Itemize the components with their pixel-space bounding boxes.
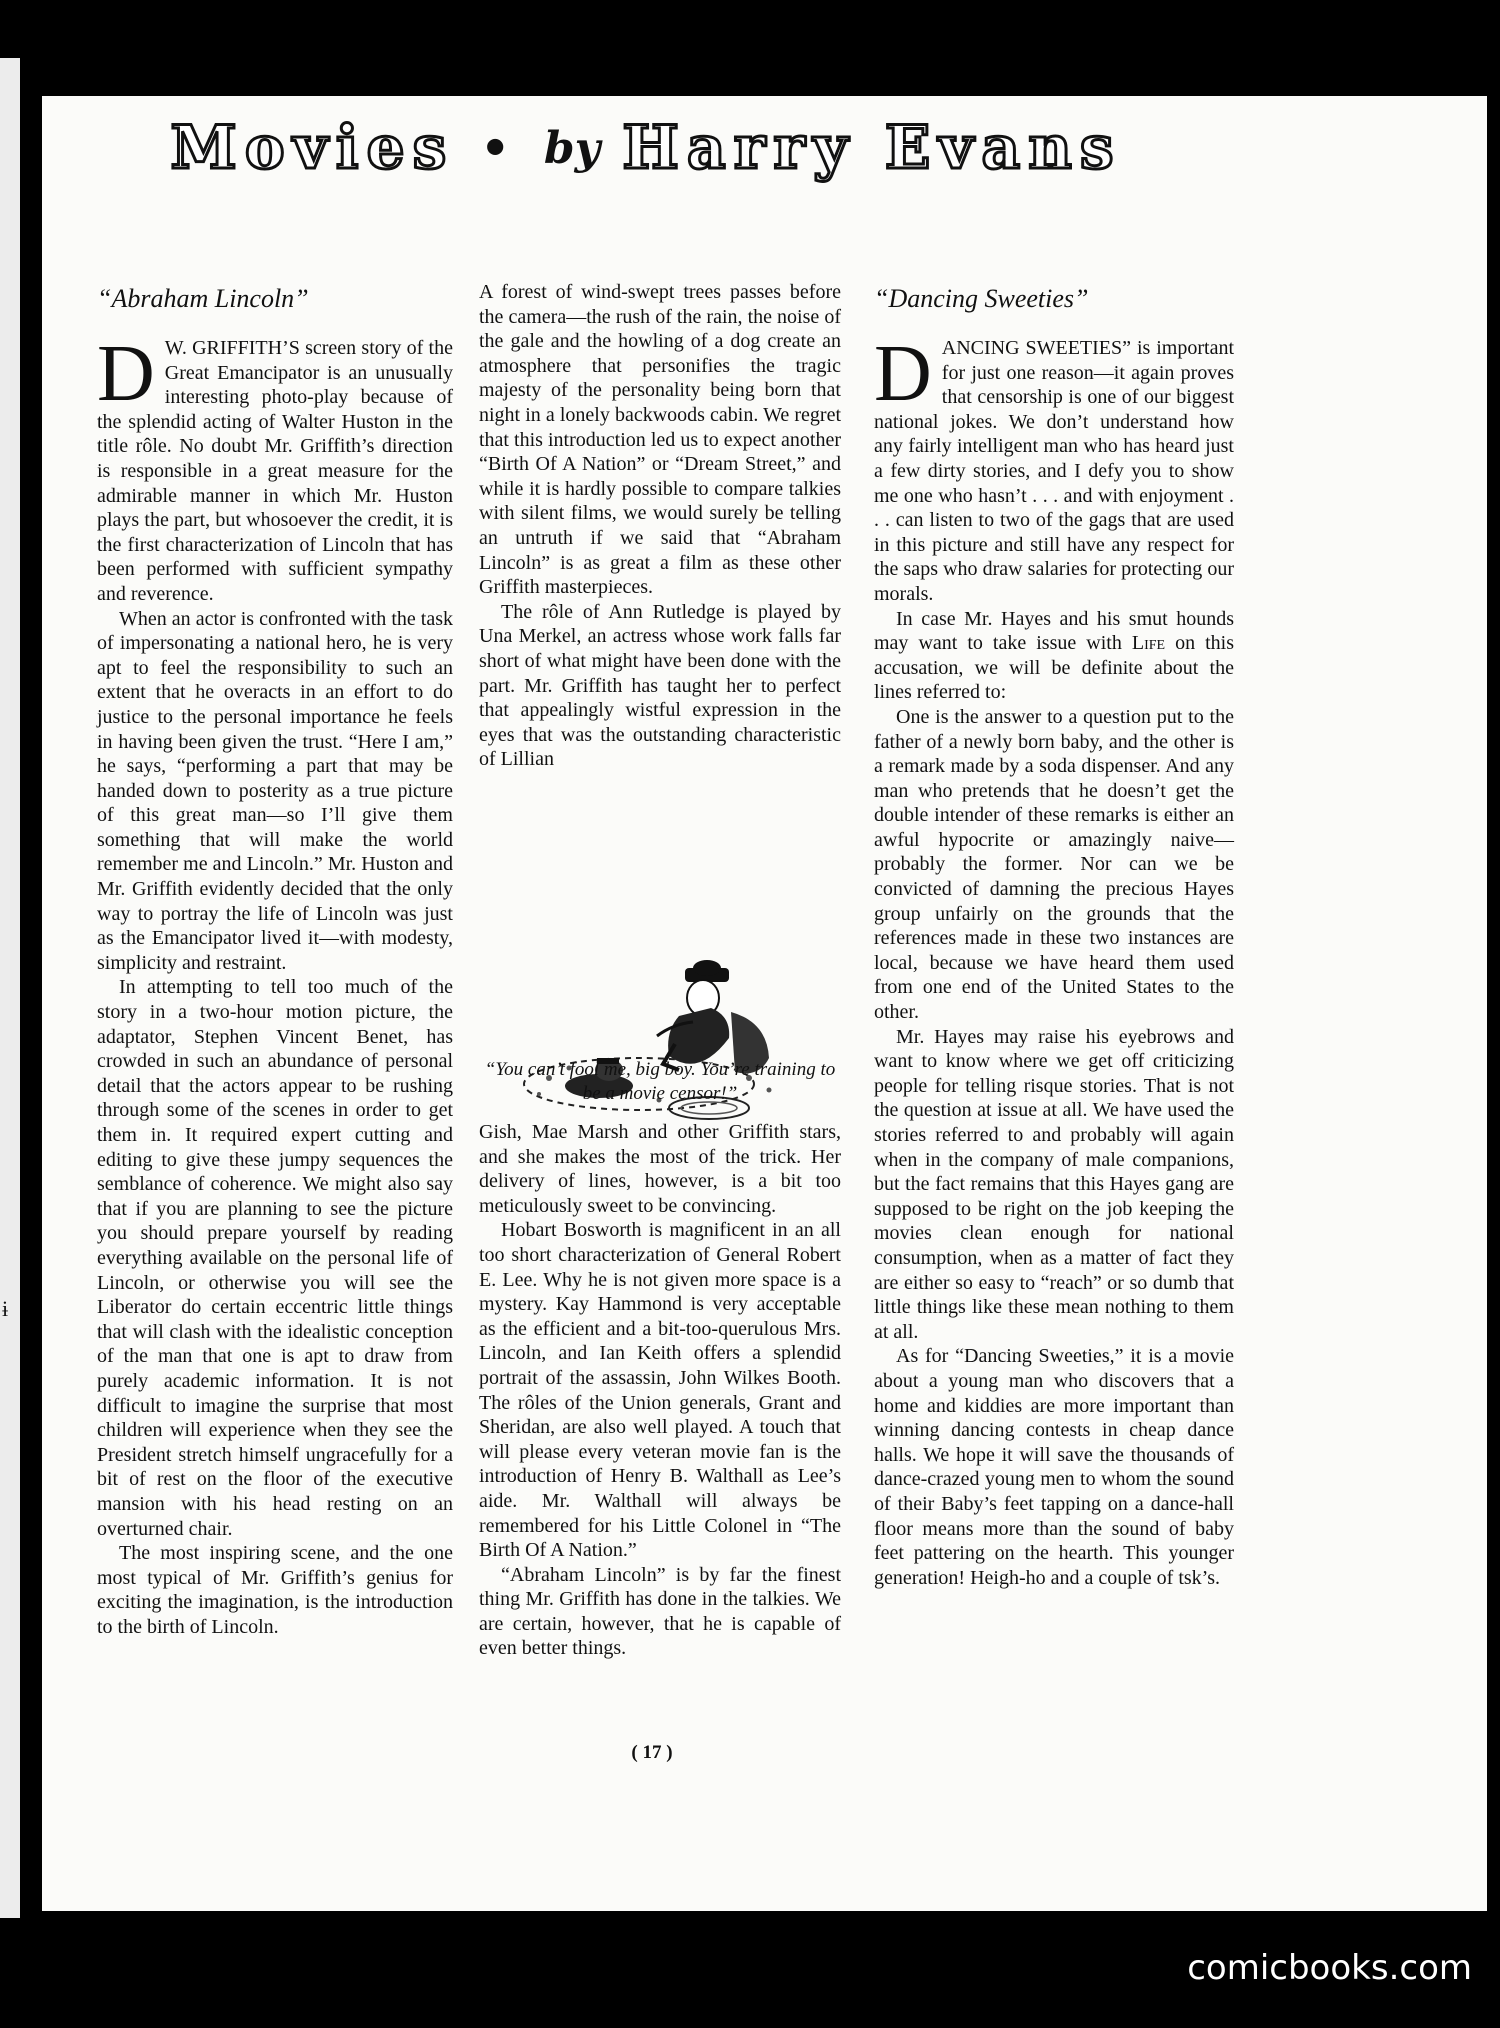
paragraph: Hobart Bosworth is magnificent in an all too short characterization of General Robert E. Lee. Why he is not given more space is a mystery. Kay Hammond is very acceptable as the efficient and a bit-too-querulous Mrs. Lincoln, and Ian Keith offers a splendid portrait of the assassin, John Wilkes Booth. The rôles of the Union generals, Grant and Sheridan, are also well played. A touch that will please every veteran movie fan is the introduction of Henry B. Walthall as Lee’s aide. Mr. Walthall will always be remembered for his Little Colonel in “The Birth Of A Nation.” xyxy=(479,1219,841,1562)
paragraph-text: ANCING SWEETIES” is important for just one reason—it again proves that censorship is one of our biggest national jokes. We don’t understand how any fairly intelligent man who has heard just a few dirty stories, and I defy you to show me one who hasn’t . . . and with enjoyment . . . can listen to two of the gags that are used in this picture and still have any respect for the saps who draw salaries for protecting our morals. xyxy=(874,337,1234,605)
paragraph xyxy=(97,330,453,607)
paragraph: One is the answer to a question put to the father of a newly born baby, and the other is a remark made by a soda dispenser. And any man who pretends that he doesn’t get the double intender of these remarks is either an awful hypocrite or amazingly naive—probably the former. Nor can we be convicted of damning the precious Hayes group unfairly on the grounds that the references made in these two instances are local, because we have heard them used from one end of the United States to the other. xyxy=(874,705,1234,1024)
drop-cap: D xyxy=(874,330,932,418)
column-2 xyxy=(479,280,841,1660)
review-subhead-dancing-sweeties: “Dancing Sweeties” xyxy=(874,284,1089,313)
site-watermark: comicbooks.com xyxy=(1187,1948,1472,1988)
adjacent-page-mark: ɨ xyxy=(2,1296,9,1321)
page-number: ( 17 ) xyxy=(631,1742,673,1763)
paragraph: In attempting to tell too much of the story in a two-hour motion picture, the adaptator, Stephen Vincent Benet, has crowded in such an abundance of personal detail that the actors appear to be rushing through some of the scenes in order to get them in. It required expert cutting and editing to give these jumpy sequences the semblance of coherence. We might also say that if you are planning to see the picture you should prepare yourself by reading everything available on the personal life of Lincoln, or otherwise you will see the Liberator do certain eccentric little things that will clash with the idealistic conception of the man that one is apt to draw from purely academic information. It is not difficult to imagine the surprise that most children will experience when they see the President stretch himself ungracefully for a bit of rest on the floor of the executive mansion with his head resting on an overturned chair. xyxy=(97,976,453,1540)
title-bullet: • xyxy=(480,121,518,175)
paragraph-text: on this accusation, we will be definite about the lines referred to: xyxy=(874,632,1235,704)
review-subhead-abraham-lincoln: “Abraham Lincoln” xyxy=(97,284,309,313)
paragraph-text: W. GRIFFITH’S screen story of the Great Emancipator is an unusually interesting photo-play because of the splendid acting of Walter Huston in the title rôle. No doubt Mr. Griffith’s direction is responsible in a great measure for the admirable manner in which Mr. Huston plays the part, but whosoever the credit, it is the first characterization of Lincoln that has been performed with sufficient sympathy and reverence. xyxy=(97,337,453,605)
column-1 xyxy=(97,280,453,1639)
magazine-name: Life xyxy=(1131,632,1166,655)
illustration-caption: “You can’t fool me, big boy. You’re training to be a movie censor!” xyxy=(484,1059,836,1104)
paragraph: Mr. Hayes may raise his eyebrows and want to know where we get off criticizing people for telling risque stories. That is not the question at issue at all. We have used the stories referred to and probably will again when in the company of male companions, but the fact remains that this Hayes gang are supposed to be right on the job keeping the movies clean enough for national consumption, when as a matter of fact they are either so easy to “reach” or so dumb that little things like these mean nothing to them at all. xyxy=(874,1025,1234,1343)
paragraph: The most inspiring scene, and the one most typical of Mr. Griffith’s genius for exciting the imagination, is the introduction to the birth of Lincoln. xyxy=(97,1542,453,1638)
page-title xyxy=(66,98,1226,198)
paragraph: When an actor is confronted with the task of impersonating a national hero, he is very apt to feel the responsibility to such an extent that he overacts in an effort to do justice to the personal importance he feels in having been given the trust. “Here I am,” he says, “performing a part that may be handed down to posterity as a true picture of this great man—so I’ll give them something that will make the world remember me and Lincoln.” Mr. Huston and Mr. Griffith evidently decided that the only way to portray the life of Lincoln was just as the Emancipator lived it—with modesty, simplicity and restraint. xyxy=(97,607,453,974)
paragraph: A forest of wind-swept trees passes before the camera—the rush of the rain, the noise of the gale and the howling of a dog create an atmosphere that personifies the tragic majesty of the personality being born that night in a lonely backwoods cabin. We regret that this introduction led us to expect another “Birth Of A Nation” or “Dream Street,” and while it is hardly possible to compare talkies with silent films, we would surely be telling an untruth if we said that “Abraham Lincoln” is as great a film as these other Griffith masterpieces. xyxy=(479,281,841,599)
paragraph: Gish, Mae Marsh and other Griffith stars, and she makes the most of the trick. Her delivery of lines, however, is a bit too meticulously sweet to be convincing. xyxy=(479,1121,841,1217)
byline-by: by xyxy=(543,122,601,174)
paragraph xyxy=(874,607,1234,705)
paragraph: The rôle of Ann Rutledge is played by Una Merkel, an actress whose work falls far short of what might have been done with the part. Mr. Griffith has taught her to perfect that appealingly wistful expression in the eyes that was the outstanding characteristic of Lillian xyxy=(479,600,841,771)
drop-cap: D xyxy=(97,330,155,418)
adjacent-page-edge xyxy=(0,58,20,1918)
paragraph: As for “Dancing Sweeties,” it is a movie about a young man who discovers that a home and kiddies are more important than winning dancing contests in cheap dance halls. We hope it will save the thousands of dance-crazed young men to whom the sound of their Baby’s feet tapping on a dance-hall floor means more than the sound of baby feet pattering on the hearth. This younger generation! Heigh-ho and a couple of tsk’s. xyxy=(874,1345,1234,1589)
paragraph-text: In case Mr. Hayes and his smut hounds may want to take issue with xyxy=(874,607,1234,655)
title-word: Movies xyxy=(170,113,455,183)
column-3 xyxy=(874,280,1234,1590)
author-name: Harry Evans xyxy=(622,113,1122,183)
column-2-continued xyxy=(479,1120,841,1661)
paragraph: “Abraham Lincoln” is by far the finest thing Mr. Griffith has done in the talkies. We are certain, however, that he is capable of even better things. xyxy=(479,1563,841,1660)
paragraph xyxy=(874,330,1234,607)
